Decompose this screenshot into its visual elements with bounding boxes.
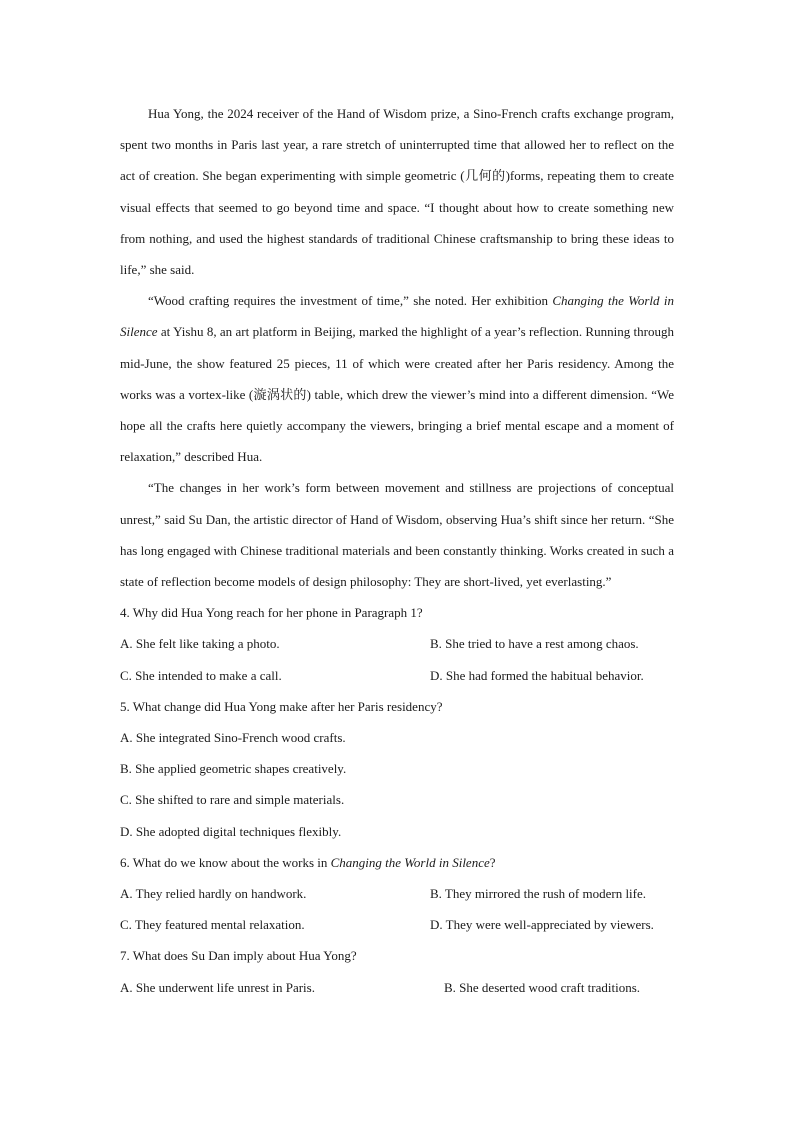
paragraph-2-text-start: “Wood crafting requires the investment of time,” she noted. Her exhibition (148, 293, 553, 309)
exam-page (120, 98, 674, 1003)
question-5-option-b: B. She applied geometric shapes creatively. (120, 761, 347, 777)
question-5-option-d: D. She adopted digital techniques flexibly. (120, 823, 342, 839)
question-4-options-row-2 (120, 660, 674, 691)
question-6-options-row-2 (120, 909, 674, 940)
question-6-exhibition-title: Changing the World in Silence (330, 854, 490, 870)
paragraph-1-text: Hua Yong, the 2024 receiver of the Hand of Wisdom prize, a Sino-French crafts exchange program, spent two months in Paris last year, a rare stretch of uninterrupted time that allowed her to reflect on the act of creation. She began experimenting with simple geometric (几何的)forms, repeating them to create visual effects that seemed to go beyond time and space. “I thought about how to create something new from nothing, and used the highest standards of traditional Chinese craftsmanship to bring these ideas to life,” she said. (120, 106, 674, 278)
question-6-stem-end: ? (489, 854, 496, 870)
exhibition-title: Changing the World in Silence (120, 293, 674, 340)
passage-paragraph-3 (120, 472, 674, 597)
question-5-option-c: C. She shifted to rare and simple materials. (120, 792, 345, 808)
question-6-option-c: C. They featured mental relaxation. (120, 917, 305, 933)
question-6-options-row-1 (120, 878, 674, 909)
question-5-stem: 5. What change did Hua Yong make after her Paris residency? (120, 698, 443, 714)
passage-paragraph-1 (120, 98, 674, 285)
question-6-option-b: B. They mirrored the rush of modern life. (430, 885, 647, 901)
passage-paragraph-2 (120, 285, 674, 472)
question-6-stem (120, 847, 674, 878)
question-5-option-a: A. She integrated Sino-French wood crafts. (120, 730, 346, 745)
question-7-option-a: A. She underwent life unrest in Paris. (120, 979, 315, 995)
question-7-option-b: B. She deserted wood craft traditions. (444, 979, 641, 995)
question-4-option-c: C. She intended to make a call. (120, 667, 282, 683)
paragraph-3-text: “The changes in her work’s form between movement and stillness are projections of conceptual unrest,” said Su Dan, the artistic director of Hand of Wisdom, observing Hua’s shift since her return. “She has long engaged with Chinese traditional materials and been constantly thinking. Works created in such a state of reflection become models of design philosophy: They are short-lived, yet everlasting.” (120, 480, 674, 590)
question-4-option-d: D. She had formed the habitual behavior. (430, 667, 644, 683)
question-6-option-d: D. They were well-appreciated by viewers. (430, 917, 654, 933)
question-7-options-row-1 (120, 972, 674, 1003)
question-4-options-row-1 (120, 628, 674, 659)
question-6-stem-start: 6. What do we know about the works in (120, 854, 331, 870)
question-7-stem: 7. What does Su Dan imply about Hua Yong? (120, 948, 357, 964)
question-6-option-a: A. They relied hardly on handwork. (120, 885, 307, 901)
question-4-option-a: A. She felt like taking a photo. (120, 636, 280, 652)
question-4-option-b: B. She tried to have a rest among chaos. (430, 636, 639, 652)
paragraph-2-text-end: at Yishu 8, an art platform in Beijing, marked the highlight of a year’s reflection. Running through mid-June, the show featured 25 pieces, 11 of which were created after her Paris residency. Among the works was a vortex-like (漩涡状的) table, which drew the viewer’s mind into a different dimension. “We hope all the crafts here quietly accompany the viewers, bringing a brief mental escape and a moment of relaxation,” described Hua. (120, 324, 674, 465)
question-4-stem: 4. Why did Hua Yong reach for her phone in Paragraph 1? (120, 605, 423, 621)
